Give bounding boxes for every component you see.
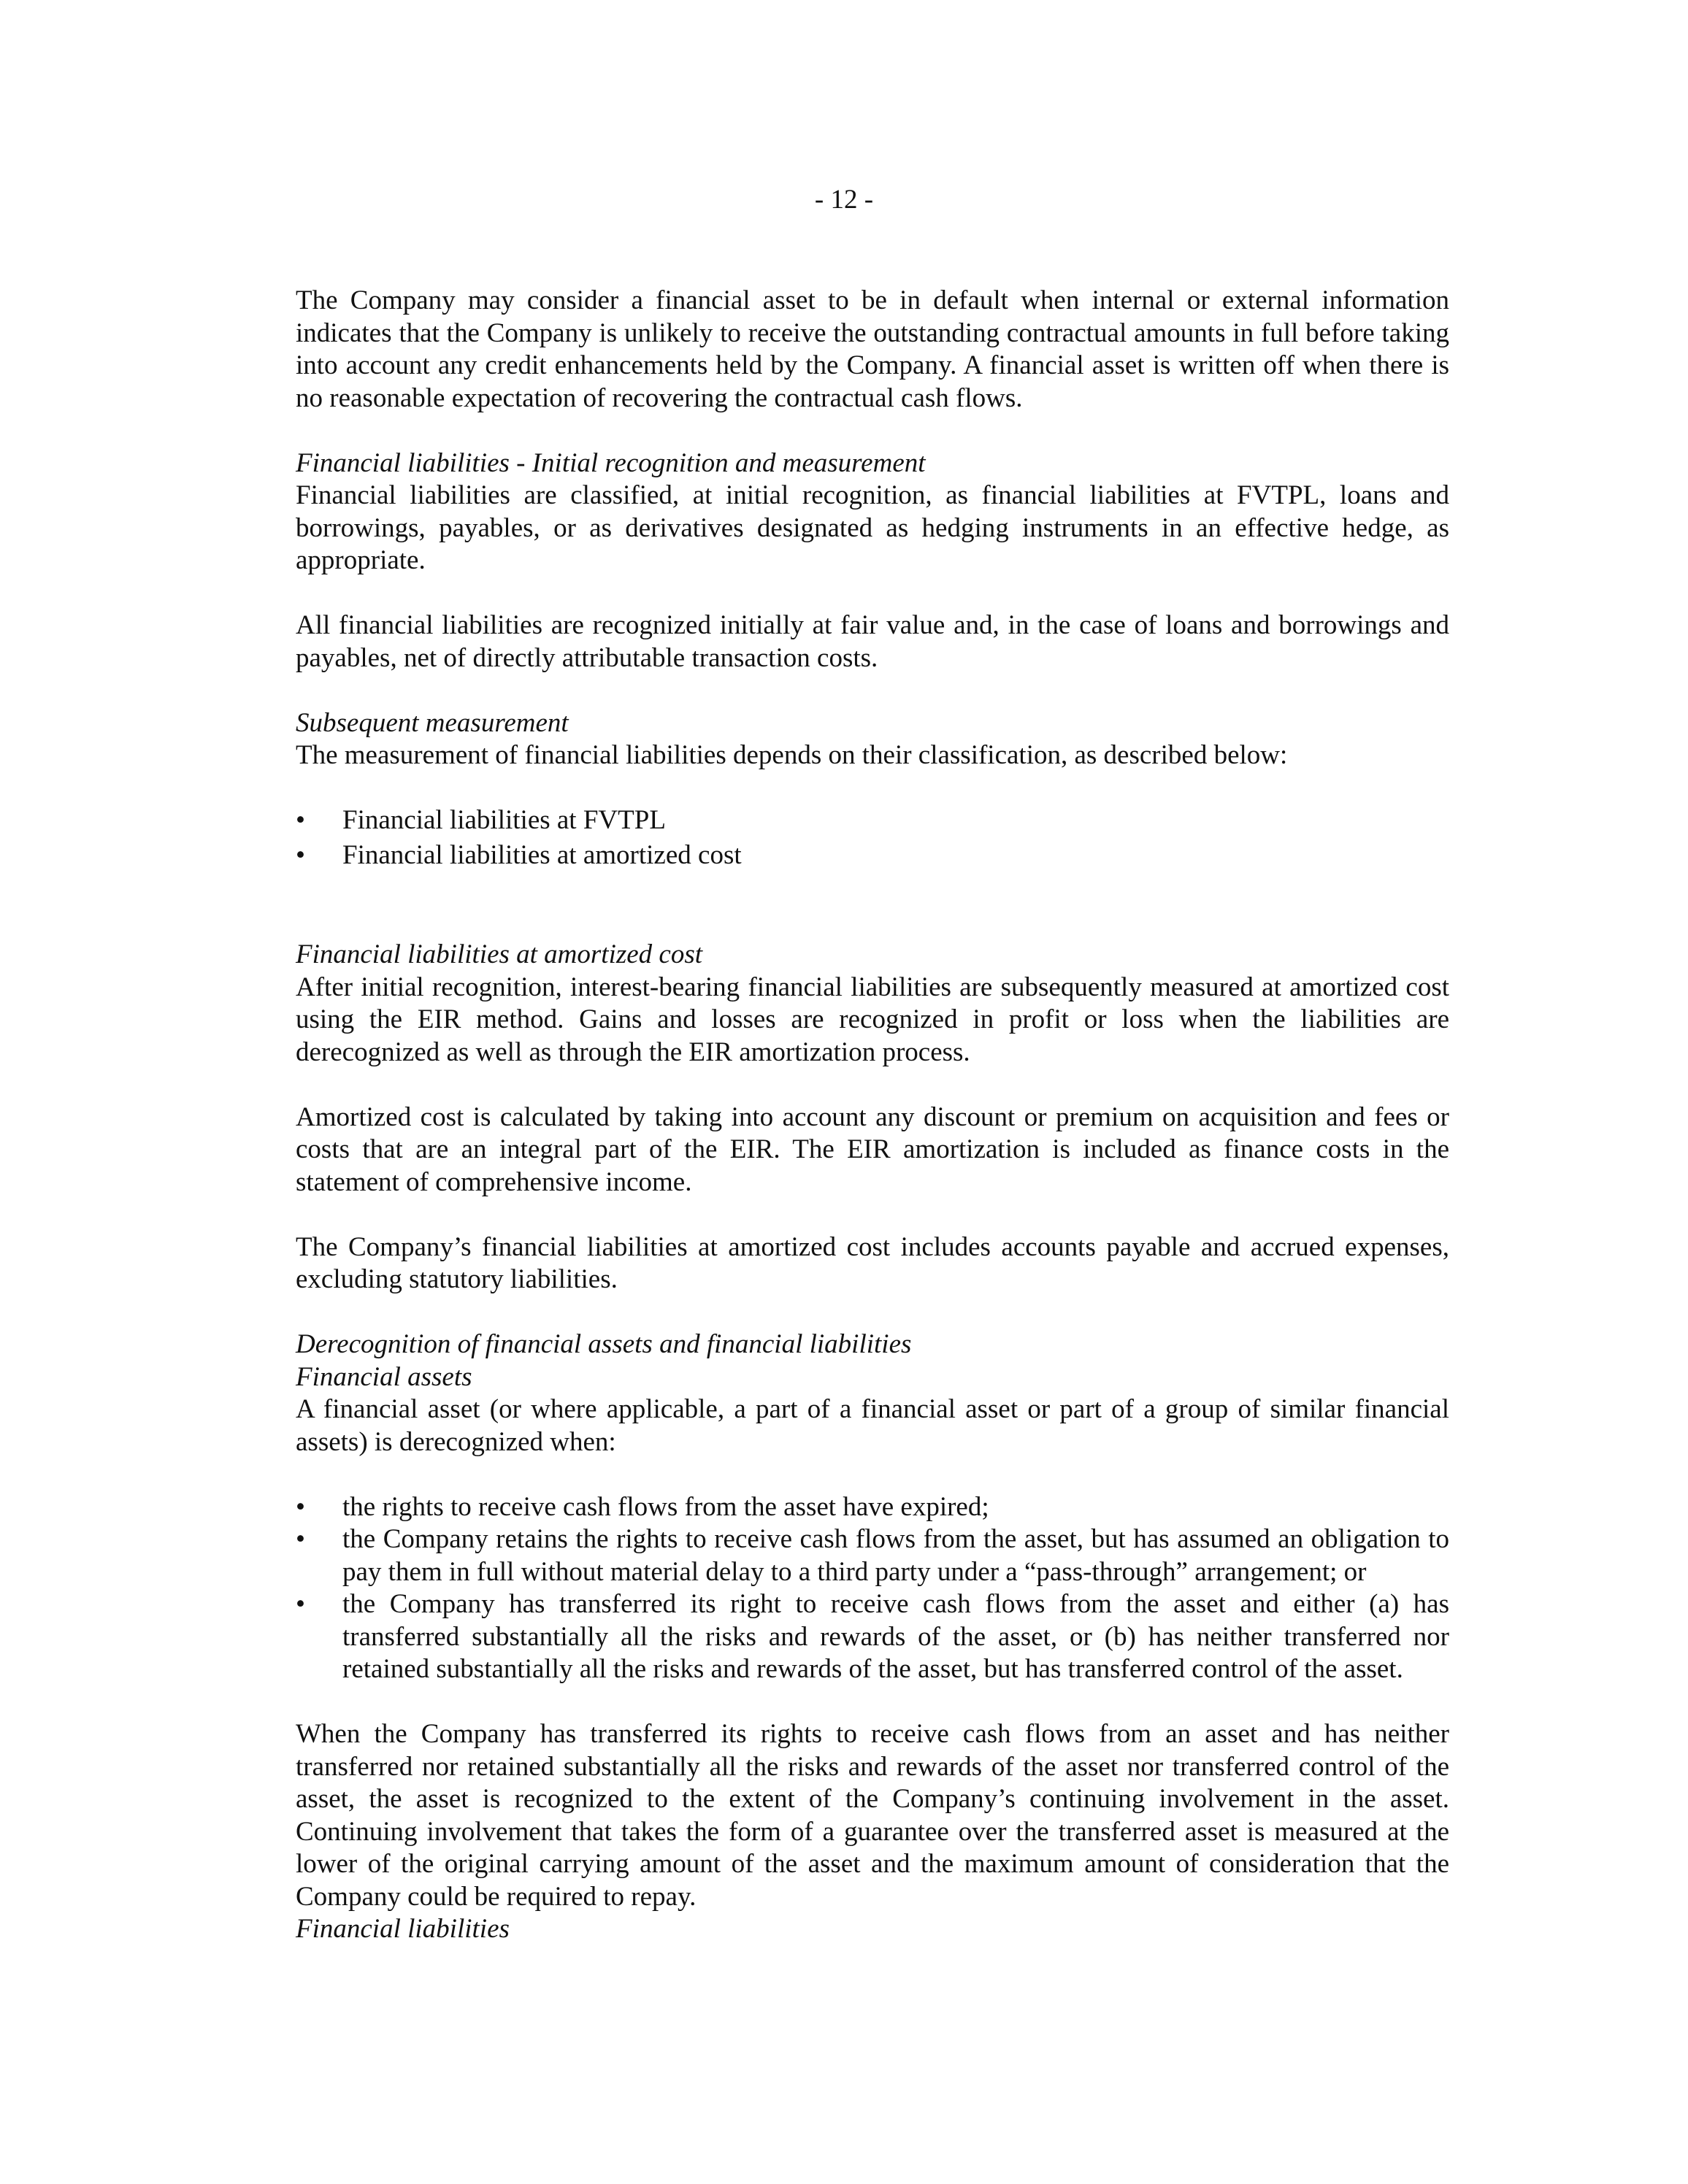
document-body <box>296 285 1449 1946</box>
list-item: • Financial liabilities at FVTPL <box>296 804 1449 837</box>
default-paragraph: The Company may consider a financial asset to be in default when internal or external information indicates that the Company is unlikely to receive the outstanding contractual amounts in full before taking into account any credit enhancements held by the Company. A financial asset is written off when there is no reasonable expectation of recovering the contractual cash flows. <box>296 285 1449 413</box>
spacer <box>296 772 1449 805</box>
financial-liabilities-subheading: Financial liabilities <box>296 1914 510 1944</box>
financial-assets-subheading: Financial assets <box>296 1361 472 1392</box>
classification-bullet-list <box>296 804 1449 872</box>
spacer <box>296 1296 1449 1329</box>
spacer <box>296 1199 1449 1231</box>
amortized-cost-paragraph-3: The Company’s financial liabilities at amortized cost includes accounts payable and accrued expenses, excluding statutory liabilities. <box>296 1231 1449 1294</box>
list-item: • the rights to receive cash flows from the asset have expired; <box>296 1491 1449 1524</box>
derecognition-paragraph-2: When the Company has transferred its rights to receive cash flows from an asset and has neither transferred nor retained substantially all the risks and rewards of the asset nor transferred control of the asset, the asset is recognized to the extent of the Company’s continuing involvement in the asset. Continuing involvement that takes the form of a guarantee over the transferred asset is measured at the lower of the original carrying amount of the asset and the maximum amount of consideration that the Company could be required to repay. <box>296 1719 1449 1912</box>
spacer <box>296 674 1449 707</box>
derecognition-bullet-list <box>296 1491 1449 1686</box>
page-number: - 12 - <box>814 185 874 215</box>
subsequent-measurement-paragraph: The measurement of financial liabilities depends on their classification, as described below: <box>296 740 1288 770</box>
initial-recognition-paragraph-2: All financial liabilities are recognized initially at fair value and, in the case of loans and borrowings and payables, net of directly attributable transaction costs. <box>296 610 1449 673</box>
spacer <box>296 1069 1449 1101</box>
derecognition-paragraph-1: A financial asset (or where applicable, a part of a financial asset or part of a group of similar financial assets) is derecognized when: <box>296 1394 1449 1457</box>
derecognition-heading: Derecognition of financial assets and financial liabilities <box>296 1329 912 1359</box>
spacer <box>296 1458 1449 1491</box>
initial-recognition-paragraph-1: Financial liabilities are classified, at initial recognition, as financial liabilities at FVTPL, loans and borrowings, payables, or as derivatives designated as hedging instruments in an effective hedge, as appropriate. <box>296 480 1449 575</box>
initial-recognition-heading: Financial liabilities - Initial recognition and measurement <box>296 447 926 478</box>
list-item: • the Company retains the rights to receive cash flows from the asset, but has assumed an obligation to pay them in full without material delay to a third party under a “pass-through” arrangement; or <box>296 1523 1449 1588</box>
subsequent-measurement-heading: Subsequent measurement <box>296 707 569 738</box>
list-item: • Financial liabilities at amortized cost <box>296 839 1449 872</box>
spacer <box>296 874 1449 939</box>
amortized-cost-paragraph-2: Amortized cost is calculated by taking into account any discount or premium on acquisition and fees or costs that are an integral part of the EIR. The EIR amortization is included as finance costs in the statement of comprehensive income. <box>296 1101 1449 1197</box>
amortized-cost-paragraph-1: After initial recognition, interest-bearing financial liabilities are subsequently measured at amortized cost using the EIR method. Gains and losses are recognized in profit or loss when the liabilities are derecognized as well as through the EIR amortization process. <box>296 972 1449 1067</box>
spacer <box>296 1686 1449 1719</box>
amortized-cost-heading: Financial liabilities at amortized cost <box>296 939 703 969</box>
spacer <box>296 577 1449 610</box>
spacer <box>296 415 1449 447</box>
list-item: • the Company has transferred its right to receive cash flows from the asset and either (a) has transferred substantially all the risks and rewards of the asset, or (b) has neither transferred nor retained substantially all the risks and rewards of the asset, but has transferred control of the asset. <box>296 1588 1449 1686</box>
